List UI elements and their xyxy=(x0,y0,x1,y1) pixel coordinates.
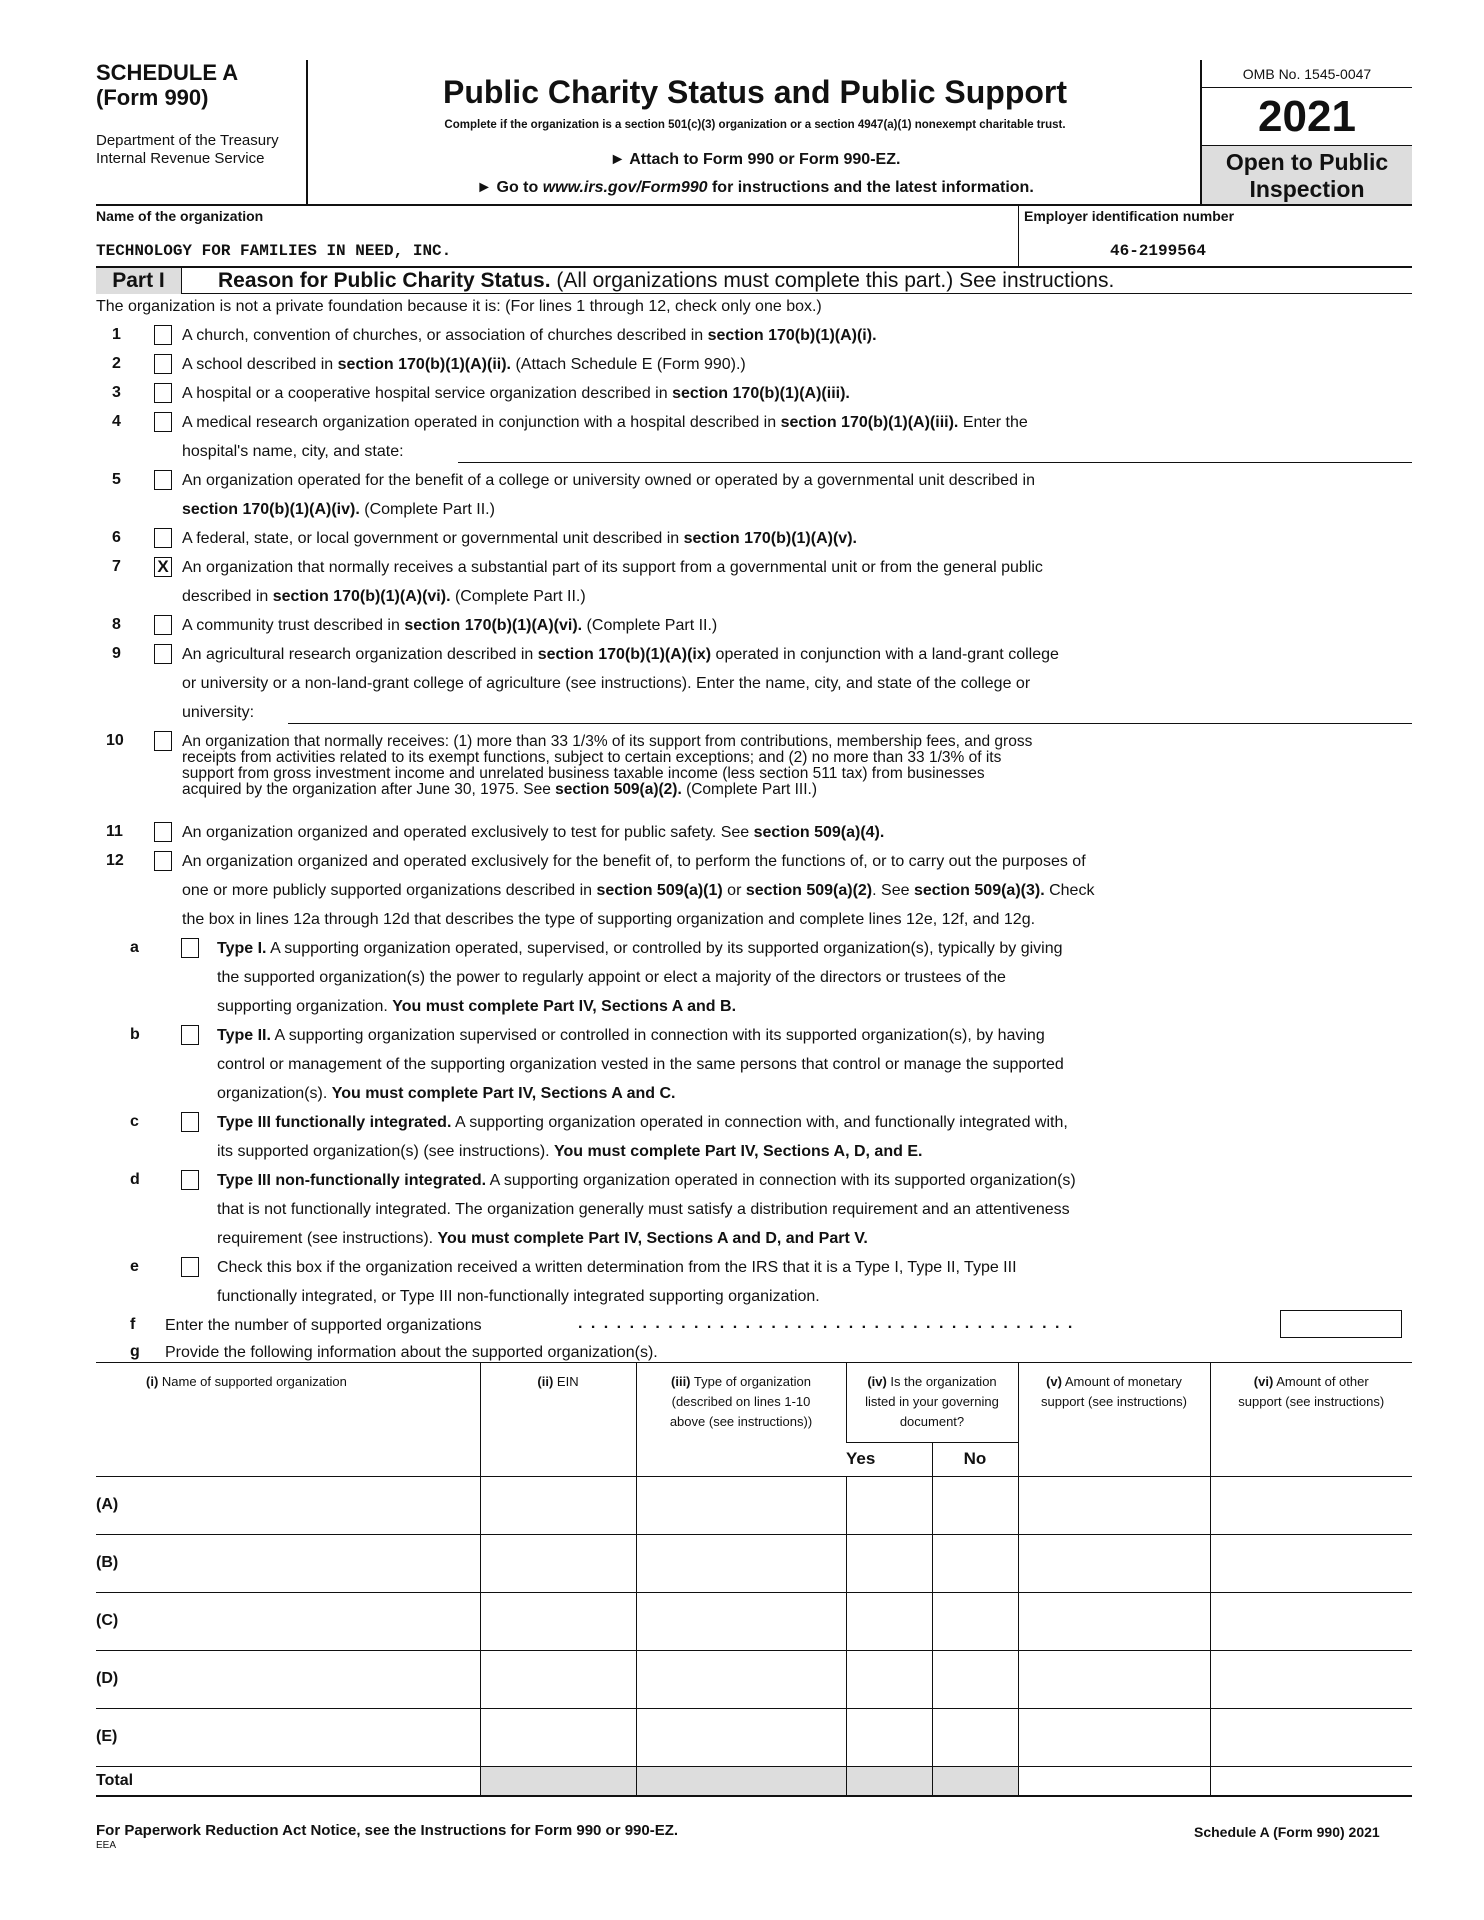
cell[interactable] xyxy=(1210,1534,1412,1592)
part1-title xyxy=(218,268,1114,294)
l2-b: section 170(b)(1)(A)(ii). xyxy=(337,356,511,373)
line12c-text2 xyxy=(217,1142,922,1162)
roman-iv: (iv) xyxy=(867,1374,887,1389)
roman-vi: (vi) xyxy=(1253,1374,1274,1389)
l9-t: An agricultural research organization described in xyxy=(182,646,538,663)
part1-bar xyxy=(96,266,1412,294)
attach-note: ► Attach to Form 990 or Form 990-EZ. xyxy=(609,151,901,168)
line12-checkbox[interactable] xyxy=(154,851,172,871)
cell[interactable] xyxy=(1018,1650,1210,1708)
line12a-text xyxy=(217,939,1063,959)
row-label: (D) xyxy=(96,1650,480,1708)
hdr-monetary: Amount of monetary support (see instructions) xyxy=(1041,1374,1187,1409)
line12b-text xyxy=(217,1026,1045,1046)
l9-b: section 170(b)(1)(A)(ix) xyxy=(537,646,712,663)
l12b-3b: You must complete Part IV, Sections A and C. xyxy=(331,1085,676,1102)
l11-b: section 509(a)(4). xyxy=(753,824,885,841)
line12c-checkbox[interactable] xyxy=(181,1112,199,1132)
l12-d: section 509(a)(2) xyxy=(745,882,873,899)
subline-letter: c xyxy=(130,1113,139,1130)
dept-line2: Internal Revenue Service xyxy=(96,150,265,167)
line3-checkbox[interactable] xyxy=(154,383,172,403)
cell[interactable] xyxy=(636,1592,846,1650)
goto-suffix: for instructions and the latest information. xyxy=(707,179,1034,196)
subline-letter: d xyxy=(130,1171,140,1188)
form-subtitle: Complete if the organization is a section 501(c)(3) organization or a section 4947(a)(1) nonexempt charitable trust. xyxy=(444,119,1066,131)
l12-g: Check xyxy=(1044,882,1095,899)
line10-checkbox[interactable] xyxy=(154,731,172,751)
l4-b: section 170(b)(1)(A)(iii). xyxy=(780,414,959,431)
l4-t: A medical research organization operated in conjunction with a hospital described in xyxy=(182,414,781,431)
l11-t: An organization organized and operated exclusively to test for public safety. See xyxy=(182,824,754,841)
supported-orgs-table xyxy=(96,1362,1412,1797)
cell[interactable] xyxy=(636,1650,846,1708)
row-label: (E) xyxy=(96,1708,480,1766)
line12a-text2: the supported organization(s) the power to regularly appoint or elect a majority of the directors or trustees of the xyxy=(217,969,1006,986)
line12b-checkbox[interactable] xyxy=(181,1025,199,1045)
cell[interactable] xyxy=(1210,1650,1412,1708)
org-divider xyxy=(1018,206,1019,266)
supported-orgs-count-field[interactable] xyxy=(1280,1310,1402,1338)
cell[interactable] xyxy=(846,1476,932,1534)
col-header-listed xyxy=(846,1362,1018,1442)
title-block xyxy=(310,60,1200,205)
eea-mark: EEA xyxy=(96,1840,117,1851)
col-header-name xyxy=(96,1362,480,1476)
line4-text xyxy=(182,413,1028,433)
l8-t: A community trust described in xyxy=(182,617,405,634)
hospital-name-field[interactable] xyxy=(458,462,1412,463)
cell[interactable] xyxy=(932,1708,1018,1766)
open-line2: Inspection xyxy=(1249,176,1365,202)
table-row xyxy=(96,1592,1412,1650)
line8-checkbox[interactable] xyxy=(154,615,172,635)
cell[interactable] xyxy=(480,1534,636,1592)
line-number: 11 xyxy=(106,823,123,840)
l1-b: section 170(b)(1)(A)(i). xyxy=(707,327,877,344)
line7-text2 xyxy=(182,587,586,607)
l8-a: (Complete Part II.) xyxy=(582,617,718,634)
line5-checkbox[interactable] xyxy=(154,470,172,490)
line12e-text2: functionally integrated, or Type III non-functionally integrated supporting organization. xyxy=(217,1288,820,1305)
line-number: 2 xyxy=(112,355,121,372)
roman-ii: (ii) xyxy=(537,1374,554,1389)
line-number: 6 xyxy=(112,529,121,546)
line12b-text2: control or management of the supporting organization vested in the same persons that control or manage the supported xyxy=(217,1056,1064,1073)
line9-text2: or university or a non-land-grant college of agriculture (see instructions). Enter the name, city, and state of the college or xyxy=(182,675,1031,692)
subline-letter: f xyxy=(130,1316,136,1333)
form-id-block xyxy=(96,60,308,205)
cell[interactable] xyxy=(932,1592,1018,1650)
line6-checkbox[interactable] xyxy=(154,528,172,548)
dept-line1: Department of the Treasury xyxy=(96,132,279,149)
cell[interactable] xyxy=(846,1708,932,1766)
open-to-public xyxy=(1202,146,1412,205)
table-row xyxy=(96,1476,1412,1534)
l10-t: acquired by the organization after June 30, 1975. See xyxy=(182,781,556,798)
l6-b: section 170(b)(1)(A)(v). xyxy=(683,530,857,547)
cell[interactable] xyxy=(636,1708,846,1766)
part1-tag: Part I xyxy=(96,268,182,294)
col-header-other xyxy=(1210,1362,1412,1476)
l4-a: Enter the xyxy=(958,414,1028,431)
l12c-t: A supporting organization operated in connection with, and functionally integrated with, xyxy=(451,1114,1068,1131)
line4-checkbox[interactable] xyxy=(154,412,172,432)
row-label: (C) xyxy=(96,1592,480,1650)
line10-text2: receipts from activities related to its exempt functions, subject to certain exceptions; and (2) no more than 33 1/3% of its xyxy=(182,749,1002,766)
university-field[interactable] xyxy=(288,723,1412,724)
hdr-ein: EIN xyxy=(553,1374,579,1389)
l12a-t: A supporting organization operated, supervised, or controlled by its supported organization(s), typically by giving xyxy=(266,940,1063,957)
l12c-b: Type III functionally integrated. xyxy=(217,1114,452,1131)
cell[interactable] xyxy=(1018,1708,1210,1766)
line12d-text xyxy=(217,1171,1076,1191)
line-number: 5 xyxy=(112,471,121,488)
cell[interactable] xyxy=(932,1476,1018,1534)
line-number: 3 xyxy=(112,384,121,401)
line12d-checkbox[interactable] xyxy=(181,1170,199,1190)
total-monetary-cell[interactable] xyxy=(1018,1766,1210,1796)
col-header-ein xyxy=(480,1362,636,1476)
hdr-listed: Is the organization listed in your governing document? xyxy=(865,1374,999,1429)
department xyxy=(96,132,306,168)
roman-i: (i) xyxy=(146,1374,159,1389)
l6-t: A federal, state, or local government or governmental unit described in xyxy=(182,530,684,547)
form-label: (Form 990) xyxy=(96,85,209,110)
cell[interactable] xyxy=(480,1650,636,1708)
l5-a: (Complete Part II.) xyxy=(359,501,495,518)
org-name-value[interactable]: TECHNOLOGY FOR FAMILIES IN NEED, INC. xyxy=(96,242,452,260)
ein-value[interactable]: 46-2199564 xyxy=(1110,242,1207,260)
l12b-t: A supporting organization supervised or controlled in connection with its supported organization(s), by having xyxy=(270,1027,1045,1044)
line2-checkbox[interactable] xyxy=(154,354,172,374)
tax-year: 2021 xyxy=(1202,88,1412,146)
l2-t: A school described in xyxy=(182,356,338,373)
line12e-checkbox[interactable] xyxy=(181,1257,199,1277)
line3-text xyxy=(182,384,850,404)
l12b-b: Type II. xyxy=(217,1027,271,1044)
cell[interactable] xyxy=(1018,1534,1210,1592)
line5-text2 xyxy=(182,500,495,520)
l12d-3b: You must complete Part IV, Sections A and D, and Part V. xyxy=(437,1230,868,1247)
line-number: 9 xyxy=(112,645,121,662)
l12a-3b: You must complete Part IV, Sections A and B. xyxy=(392,998,737,1015)
paperwork-notice: For Paperwork Reduction Act Notice, see the Instructions for Form 990 or 990-EZ. xyxy=(96,1822,679,1839)
part1-intro: The organization is not a private foundation because it is: (For lines 1 through 12, check only one box.) xyxy=(96,298,822,315)
line11-text xyxy=(182,823,884,843)
line12-text3: the box in lines 12a through 12d that describes the type of supporting organization and complete lines 12e, 12f, and 12g. xyxy=(182,911,1036,928)
line10-text1: An organization that normally receives: (1) more than 33 1/3% of its support from contributions, membership fees, and gross xyxy=(182,733,1033,750)
cell[interactable] xyxy=(1210,1476,1412,1534)
row-label: (A) xyxy=(96,1476,480,1534)
table-row xyxy=(96,1650,1412,1708)
line9-text xyxy=(182,645,1059,665)
shaded-cell xyxy=(480,1766,636,1796)
subline-letter: b xyxy=(130,1026,140,1043)
line12f-text: Enter the number of supported organizations xyxy=(165,1317,482,1334)
line-number: 7 xyxy=(112,558,121,575)
l3-t: A hospital or a cooperative hospital service organization described in xyxy=(182,385,673,402)
line11-checkbox[interactable] xyxy=(154,822,172,842)
cell[interactable] xyxy=(480,1476,636,1534)
l7-b: section 170(b)(1)(A)(vi). xyxy=(272,588,451,605)
cell[interactable] xyxy=(636,1534,846,1592)
shaded-cell xyxy=(932,1766,1018,1796)
line12a-checkbox[interactable] xyxy=(181,938,199,958)
line12-text: An organization organized and operated exclusively for the benefit of, to perform the functions of, or to carry out the purposes of xyxy=(182,853,1086,870)
line12g-text: Provide the following information about the supported organization(s). xyxy=(165,1344,658,1361)
l12d-3: requirement (see instructions). xyxy=(217,1230,438,1247)
l9-a: operated in conjunction with a land-grant college xyxy=(711,646,1059,663)
line-number: 12 xyxy=(106,852,124,869)
l10-b: section 509(a)(2). xyxy=(555,781,682,798)
l12c-2b: You must complete Part IV, Sections A, D, and E. xyxy=(554,1143,923,1160)
l7-p: described in xyxy=(182,588,273,605)
header-divider xyxy=(96,204,1412,206)
cell[interactable] xyxy=(1210,1592,1412,1650)
omb-block xyxy=(1200,60,1412,205)
line7-text: An organization that normally receives a substantial part of its support from a governmental unit or from the general public xyxy=(182,559,1043,576)
total-row xyxy=(96,1766,1412,1796)
shaded-cell xyxy=(636,1766,846,1796)
subline-letter: e xyxy=(130,1258,139,1275)
line-number: 8 xyxy=(112,616,121,633)
line10-text4 xyxy=(182,782,817,798)
cell[interactable] xyxy=(1018,1476,1210,1534)
table-row xyxy=(96,1534,1412,1592)
shaded-cell xyxy=(846,1766,932,1796)
line12d-text2: that is not functionally integrated. The organization generally must satisfy a distribution requirement and an attentiveness xyxy=(217,1201,1070,1218)
line1-checkbox[interactable] xyxy=(154,325,172,345)
line12d-text3 xyxy=(217,1229,868,1249)
col-header-type xyxy=(636,1362,846,1476)
col-header-no: No xyxy=(932,1442,1018,1476)
cell[interactable] xyxy=(846,1534,932,1592)
line7-checkbox[interactable]: X xyxy=(154,557,172,577)
l1-t: A church, convention of churches, or association of churches described in xyxy=(182,327,708,344)
l12c-2: its supported organization(s) (see instructions). xyxy=(217,1143,555,1160)
l12b-3: organization(s). xyxy=(217,1085,332,1102)
line10-text3: support from gross investment income and unrelated business taxable income (less section 511 tax) from businesses xyxy=(182,765,985,782)
cell[interactable] xyxy=(846,1592,932,1650)
l7-a: (Complete Part II.) xyxy=(450,588,586,605)
goto-note xyxy=(310,179,1200,197)
l12-e: . See xyxy=(872,882,914,899)
table-row xyxy=(96,1708,1412,1766)
line-number: 1 xyxy=(112,326,121,343)
l5-b: section 170(b)(1)(A)(iv). xyxy=(182,501,360,518)
l12a-b: Type I. xyxy=(217,940,267,957)
org-name-label: Name of the organization xyxy=(96,208,264,224)
l8-b: section 170(b)(1)(A)(vi). xyxy=(404,617,583,634)
leader-dots: . . . . . . . . . . . . . . . . . . . . . . . . . . . . . . . . . . . . . . . xyxy=(578,1315,1075,1332)
cell[interactable] xyxy=(846,1650,932,1708)
roman-iii: (iii) xyxy=(671,1374,691,1389)
goto-prefix: ► Go to xyxy=(476,179,543,196)
l12-f: section 509(a)(3). xyxy=(913,882,1045,899)
line12b-text3 xyxy=(217,1084,676,1104)
part1-title-rest: (All organizations must complete this part.) See instructions. xyxy=(550,269,1115,292)
l12-c: or xyxy=(722,882,746,899)
l12-b: section 509(a)(1) xyxy=(596,882,723,899)
line4-hospital-label: hospital's name, city, and state: xyxy=(182,443,404,460)
cell[interactable] xyxy=(932,1534,1018,1592)
omb-number: OMB No. 1545-0047 xyxy=(1202,60,1412,88)
line6-text xyxy=(182,529,857,549)
line2-text xyxy=(182,355,746,375)
cell[interactable] xyxy=(636,1476,846,1534)
total-label: Total xyxy=(96,1766,480,1796)
line12c-text xyxy=(217,1113,1068,1133)
subline-letter: a xyxy=(130,939,139,956)
hdr-type: Type of organization (described on lines 1-10 above (see instructions)) xyxy=(669,1374,813,1429)
hdr-other: Amount of other support (see instructions) xyxy=(1238,1374,1385,1409)
line9-university-label: university: xyxy=(182,704,255,721)
line1-text xyxy=(182,326,877,346)
l12d-b: Type III non-functionally integrated. xyxy=(217,1172,487,1189)
cell[interactable] xyxy=(480,1592,636,1650)
line12e-text: Check this box if the organization received a written determination from the IRS that it is a Type I, Type II, Type III xyxy=(217,1259,1017,1276)
line-number: 10 xyxy=(106,732,124,749)
line12a-text3 xyxy=(217,997,736,1017)
line8-text xyxy=(182,616,717,636)
l12a-3: supporting organization. xyxy=(217,998,393,1015)
cell[interactable] xyxy=(1210,1708,1412,1766)
form-footer-id: Schedule A (Form 990) 2021 xyxy=(1194,1824,1380,1840)
l12d-t: A supporting organization operated in connection with its supported organization(s) xyxy=(486,1172,1076,1189)
roman-v: (v) xyxy=(1046,1374,1062,1389)
l3-b: section 170(b)(1)(A)(iii). xyxy=(672,385,850,402)
cell[interactable] xyxy=(480,1708,636,1766)
col-header-monetary xyxy=(1018,1362,1210,1476)
col-header-yes: Yes xyxy=(846,1449,876,1468)
ein-label: Employer identification number xyxy=(1024,208,1235,224)
schedule-label: SCHEDULE A xyxy=(96,60,239,85)
subline-letter: g xyxy=(130,1343,140,1360)
line-number: 4 xyxy=(112,413,121,430)
total-other-cell[interactable] xyxy=(1210,1766,1412,1796)
line9-checkbox[interactable] xyxy=(154,644,172,664)
l2-a: (Attach Schedule E (Form 990).) xyxy=(511,356,746,373)
row-label: (B) xyxy=(96,1534,480,1592)
line5-text: An organization operated for the benefit of a college or university owned or operated by a governmental unit described in xyxy=(182,472,1035,489)
goto-link[interactable]: www.irs.gov/Form990 xyxy=(542,179,708,196)
line12-text2 xyxy=(182,881,1094,901)
form-title: Public Charity Status and Public Support xyxy=(442,74,1068,110)
hdr-name: Name of supported organization xyxy=(158,1374,347,1389)
l10-a: (Complete Part III.) xyxy=(681,781,817,798)
cell[interactable] xyxy=(1018,1592,1210,1650)
cell[interactable] xyxy=(932,1650,1018,1708)
l12-a: one or more publicly supported organizations described in xyxy=(182,882,597,899)
part1-title-bold: Reason for Public Charity Status. xyxy=(218,269,551,292)
open-line1: Open to Public xyxy=(1225,149,1389,175)
